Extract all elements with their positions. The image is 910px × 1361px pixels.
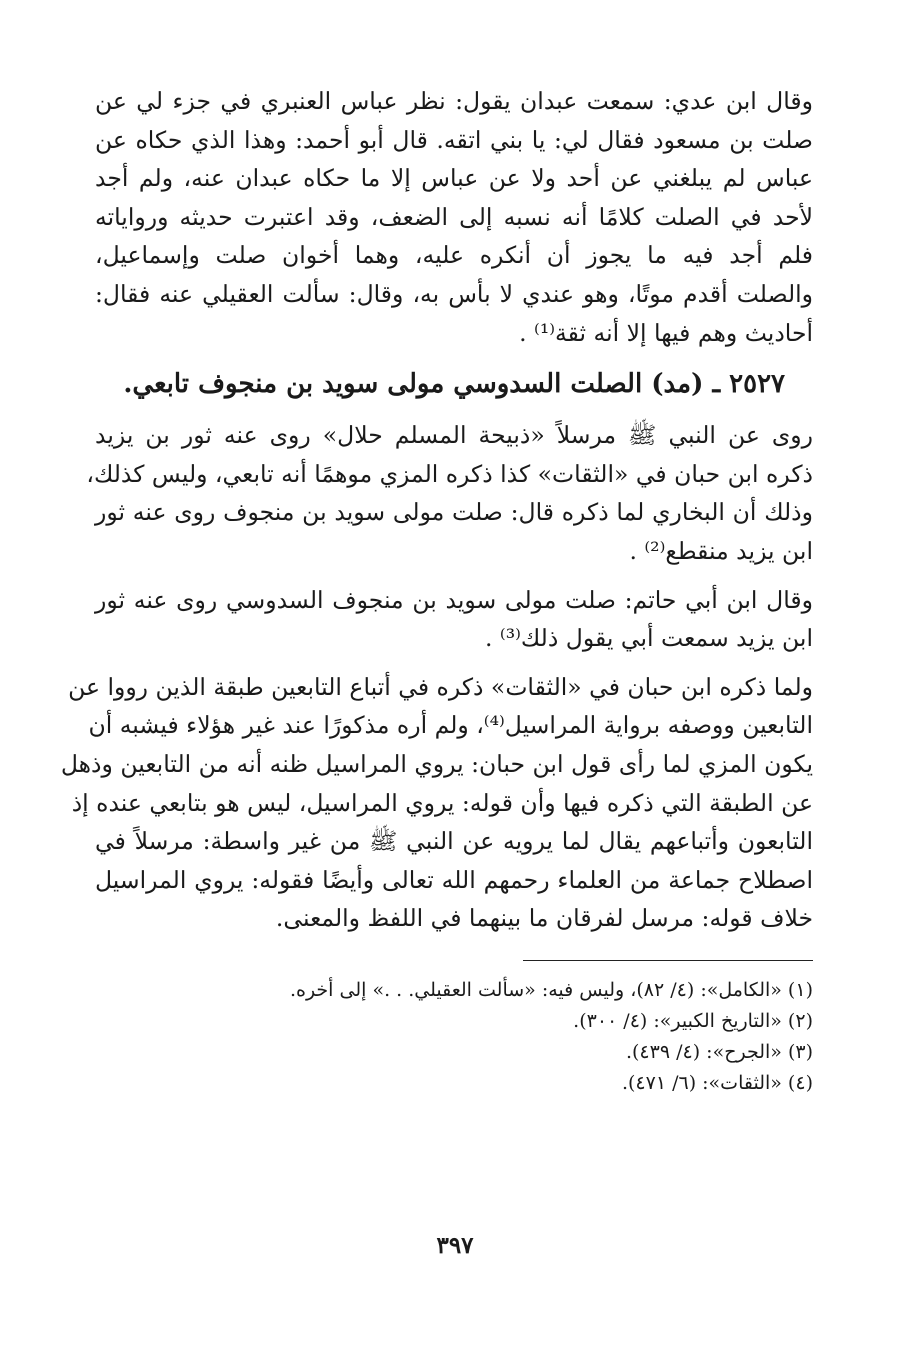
text-line: يكون المزي لما رأى قول ابن حبان: يروي المراسيل ظنه أنه من التابعين وذهل [60,749,813,778]
footnote-4: (٤) «الثقات»: (٦/ ٤٧١). [621,1071,813,1094]
text-line: صلت بن مسعود فقال لي: يا بني اتقه. قال أبو أحمد: وهذا الذي حكاه عن [95,125,813,154]
footnotes [95,975,813,1099]
text-line: عباس لم يبلغني عن أحد ولا عن عباس إلا ما حكاه عبدان عنه، ولم أجد [95,164,813,193]
text-line: ابن يزيد منقطع⁽²⁾ . [629,536,813,565]
page-body [60,82,813,1099]
footnote-divider [523,960,813,961]
paragraph-ibn-abi-hatim [95,581,813,658]
text-line: روى عن النبي ﷺ مرسلاً «ذبيحة المسلم حلال» روى عنه ثور بن يزيد [95,421,813,450]
entry-heading: ٢٥٢٧ ـ (مد) الصلت السدوسي مولى سويد بن منجوف تابعي. [123,369,785,400]
text-line: التابعين ووصفه برواية المراسيل⁽⁴⁾، ولم أره مذكورًا عند غير هؤلاء فيشبه أن [88,711,813,740]
text-line: خلاف قوله: مرسل لفرقان ما بينهما في اللفظ والمعنى. [275,904,813,933]
text-line: ولما ذكره ابن حبان في «الثقات» ذكره في أتباع التابعين طبقة الذين رووا عن [68,672,813,701]
text-line: وقال ابن أبي حاتم: صلت مولى سويد بن منجوف السدوسي روى عنه ثور [95,585,813,614]
text-line: لأحد في الصلت كلامًا أنه نسبه إلى الضعف، وقد اعتبرت حديثه ورواياته [95,202,813,231]
footnote-3: (٣) «الجرح»: (٤/ ٤٣٩). [625,1040,813,1063]
paragraph-ibn-adi [95,82,813,352]
text-line: ابن يزيد سمعت أبي يقول ذلك⁽³⁾ . [484,624,813,653]
page-number: ٣٩٧ [436,1232,474,1259]
footnote-2: (٢) «التاريخ الكبير»: (٤/ ٣٠٠). [573,1009,813,1032]
text-line: عن الطبقة التي ذكره فيها وأن قوله: يروي المراسيل، ليس هو بتابعي عنده إذ [71,788,813,817]
text-line: وذلك أن البخاري لما ذكره قال: صلت مولى سويد بن منجوف روى عنه ثور [95,498,813,527]
text-line: وقال ابن عدي: سمعت عبدان يقول: نظر عباس العنبري في جزء لي عن [95,87,813,115]
text-line: أحاديث وهم فيها إلا أنه ثقة⁽¹⁾ . [519,318,813,347]
footnote-1: (١) «الكامل»: (٤/ ٨٢)، وليس فيه: «سألت العقيلي. . .» إلى أخره. [289,978,813,1001]
text-line: ذكره ابن حبان في «الثقات» كذا ذكره المزي موهمًا أنه تابعي، وليس كذلك، [86,459,813,488]
paragraph-ibn-hibban [60,668,813,938]
text-line: التابعون وأتباعهم يقال لما يرويه عن النبي ﷺ من غير واسطة: مرسلاً في [95,827,813,856]
text-line: والصلت أقدم موتًا، وهو عندي لا بأس به، وقال: سألت العقيلي عنه فقال: [95,279,813,308]
text-line: فلم أجد فيه ما يجوز أن أنكره عليه، وهما أخوان صلت وإسماعيل، [95,241,813,270]
text-line: اصطلاح جماعة من العلماء رحمهم الله تعالى وأيضًا فقوله: يروي المراسيل [95,865,813,894]
paragraph-narration [86,416,813,570]
